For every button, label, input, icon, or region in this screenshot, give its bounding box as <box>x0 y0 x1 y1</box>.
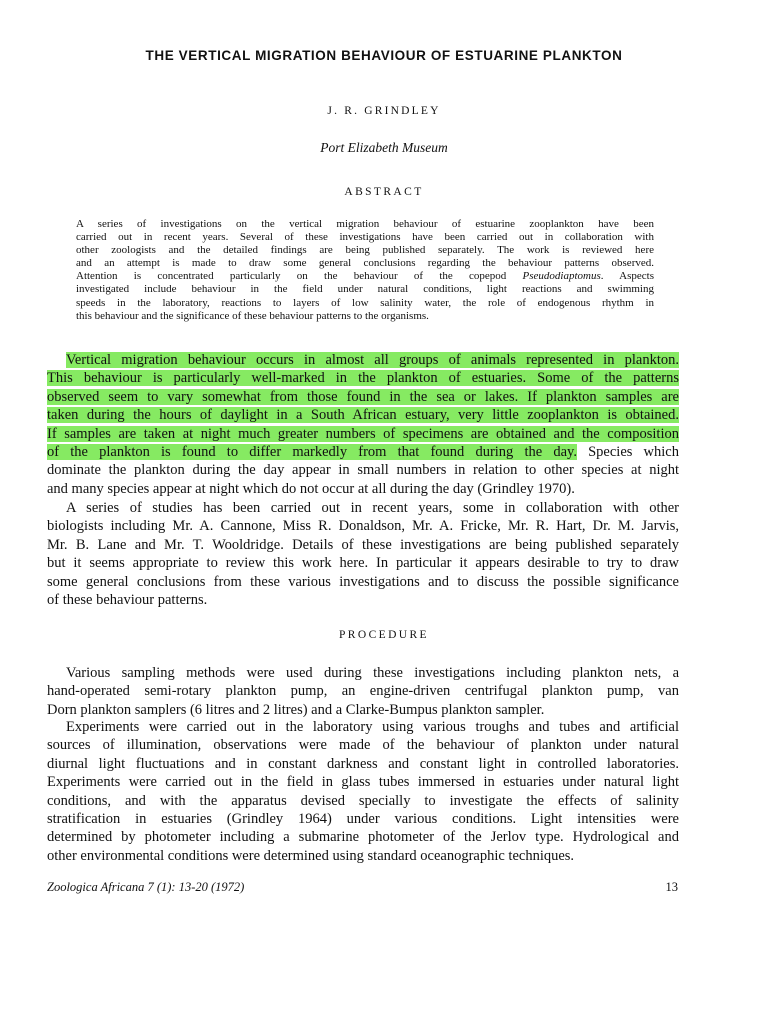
abstract-heading: ABSTRACT <box>344 186 424 198</box>
paragraph-line <box>47 388 679 406</box>
abstract-line: speeds in the laboratory, reactions to layers of low salinity water, the role of endogenous rhythm in <box>76 296 654 309</box>
paragraph-line: sources of illumination, observations were made of the behaviour of plankton under natural <box>47 737 679 754</box>
paragraph-line <box>47 425 679 443</box>
highlighted-text[interactable]: of the plankton is found to differ markedly from that found during the day. <box>47 444 577 461</box>
paragraph-line: biologists including Mr. A. Cannone, Miss R. Donaldson, Mr. A. Fricke, Mr. R. Hart, Dr. M. Jarvis, <box>47 518 679 535</box>
abstract-line: and an attempt is made to draw some general conclusions regarding the behaviour patterns observed. <box>76 257 654 270</box>
paragraph-line: Experiments were carried out in the field in glass tubes immersed in estuaries under natural light <box>47 774 679 791</box>
paragraph-line <box>47 406 679 424</box>
abstract-line-part: Attention is concentrated particularly on the behaviour of the copepod <box>76 270 523 283</box>
paragraph-text: Species which <box>576 444 679 461</box>
paragraph-line: dominate the plankton during the day appear in small numbers in relation to other species at night <box>47 462 679 479</box>
paragraph-line: other environmental conditions were determined using standard oceanographic techniques. <box>47 847 575 864</box>
collaborators-paragraph <box>47 499 679 609</box>
sampling-paragraph <box>47 664 679 719</box>
highlighted-text[interactable]: Vertical migration behaviour occurs in almost all groups of animals represented in plankton. <box>66 352 679 368</box>
paragraph-line: conditions, and with the apparatus devised specially to investigate the effects of salinity <box>47 792 679 809</box>
intro-paragraph <box>47 351 679 498</box>
paragraph-line: and many species appear at night which do not occur at all during the day (Grindley 1970). <box>47 480 575 497</box>
paper-title: THE VERTICAL MIGRATION BEHAVIOUR OF ESTUARINE PLANKTON <box>145 48 623 63</box>
abstract-text <box>76 218 654 323</box>
paragraph-line: Dorn plankton samplers (6 litres and 2 litres) and a Clarke-Bumpus plankton sampler. <box>47 701 545 718</box>
abstract-line: carried out in recent years. Several of these investigations have been carried out in collaboration with <box>76 231 654 244</box>
paragraph-line: Mr. B. Lane and Mr. T. Wooldridge. Details of these investigations are being published separately <box>47 536 679 553</box>
paragraph-line <box>47 369 679 387</box>
procedure-heading: PROCEDURE <box>339 629 429 641</box>
paragraph-line: hand-operated semi-rotary plankton pump, an engine-driven centrifugal plankton pump, van <box>47 683 679 700</box>
paragraph-line: determined by photometer including a submarine photometer of the Jerlov type. Hydrological and <box>47 829 679 846</box>
paragraph-line: but it seems appropriate to review this work here. In particular it appears desirable to try to draw <box>47 555 679 572</box>
abstract-line-part: . Aspects <box>600 270 654 283</box>
paragraph-line <box>47 351 679 369</box>
paragraph-line: of these behaviour patterns. <box>47 592 208 609</box>
author-name: J. R. GRINDLEY <box>327 105 441 117</box>
highlighted-text[interactable]: If samples are taken at night much greater numbers of specimens are obtained and the composition <box>47 425 679 442</box>
abstract-line: A series of investigations on the vertical migration behaviour of estuarine zooplankton have been <box>76 218 654 230</box>
paragraph-line: stratification in estuaries (Grindley 1964) under various conditions. Light intensities were <box>47 811 679 828</box>
species-name: Pseudodiaptomus <box>522 270 601 283</box>
experiments-paragraph <box>47 718 679 865</box>
paragraph-line: Various sampling methods were used during these investigations including plankton nets, a <box>66 665 679 681</box>
paragraph-line: some general conclusions from these various investigations and to discuss the possible significance <box>47 573 679 590</box>
paragraph-line: A series of studies has been carried out in recent years, some in collaboration with other <box>66 500 679 516</box>
highlighted-text[interactable]: taken during the hours of daylight in a South African estuary, very little zooplankton is obtained. <box>47 407 679 424</box>
paragraph-line <box>47 443 679 461</box>
highlighted-text[interactable]: observed seem to vary somewhat from those found in the sea or lakes. If plankton samples are <box>47 388 679 405</box>
page-number: 13 <box>665 880 678 894</box>
journal-citation: Zoologica Africana 7 (1): 13-20 (1972) <box>47 880 245 894</box>
paragraph-line: Experiments were carried out in the laboratory using various troughs and tubes and artificial <box>66 719 679 735</box>
author-affiliation: Port Elizabeth Museum <box>320 140 448 155</box>
paragraph-line: diurnal light fluctuations and in constant darkness and constant light in controlled laboratories. <box>47 755 679 772</box>
abstract-line: other zoologists and the detailed findings are being published separately. The work is reviewed here <box>76 244 654 257</box>
abstract-line <box>76 270 654 283</box>
highlighted-text[interactable]: This behaviour is particularly well-marked in the plankton of estuaries. Some of the patterns <box>47 370 679 387</box>
abstract-line: investigated include behaviour in the field under natural conditions, light reactions and swimming <box>76 283 654 296</box>
abstract-line: this behaviour and the significance of these behaviour patterns to the organisms. <box>76 309 429 322</box>
